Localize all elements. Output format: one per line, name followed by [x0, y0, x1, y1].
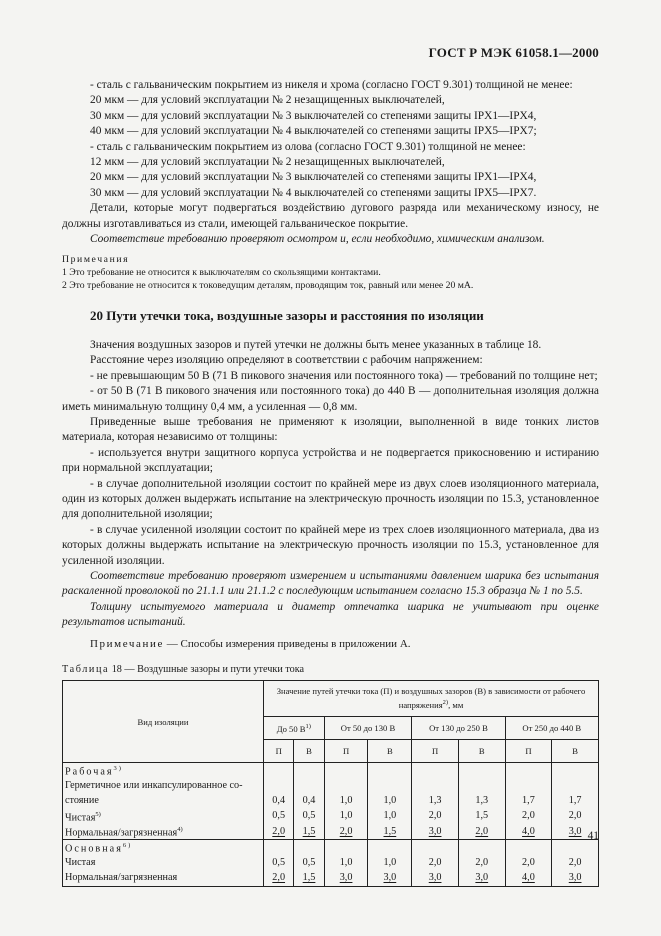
paragraph: 30 мкм — для условий эксплуатации № 3 выключателей со степенями защиты IPX1—IPX4, — [90, 109, 537, 122]
table-cell — [324, 779, 368, 794]
cell-value: 1,0 — [383, 810, 397, 822]
cell-value: 3,0 — [475, 872, 489, 884]
table-cell — [552, 779, 599, 794]
table-cell — [552, 809, 599, 824]
table-cell — [368, 779, 412, 794]
sub-column-header: П — [324, 740, 368, 763]
cell-value: 2,0 — [272, 872, 286, 884]
table-cell — [412, 840, 459, 856]
cell-value: 0,5 — [272, 810, 286, 822]
paragraph: Соответствие требованию проверяют осмотром и, если необходимо, химическим анализом. — [90, 233, 545, 246]
column-header-values: Значение путей утечки тока (П) и воздушных зазоров (В) в зависимости от рабочего напряжения$^{2)}$, мм — [264, 681, 599, 717]
cell-value: 1,0 — [339, 795, 353, 807]
cell-value: 2,0 — [475, 825, 489, 837]
cell-value: 1,3 — [428, 795, 442, 807]
table-cell — [552, 856, 599, 871]
table-cell — [412, 856, 459, 871]
table-cell — [505, 871, 552, 887]
table-cell — [294, 824, 324, 840]
cell-value: 1,0 — [383, 795, 397, 807]
table-cell — [505, 779, 552, 794]
table-cell — [458, 871, 505, 887]
table-cell — [294, 763, 324, 779]
cell-value: 0,5 — [302, 857, 316, 869]
cell-value: 3,0 — [428, 825, 442, 837]
paragraph: 40 мкм — для условий эксплуатации № 4 выключателей со степенями защиты IPX5—IPX7; — [90, 125, 537, 138]
cell-value: 2,0 — [568, 810, 582, 822]
table-cell — [368, 856, 412, 871]
table-cell — [412, 824, 459, 840]
voltage-range-header: От 130 до 250 В — [412, 717, 505, 740]
voltage-range-header: От 250 до 440 В — [505, 717, 598, 740]
table-cell — [324, 824, 368, 840]
cell-value: 2,0 — [568, 857, 582, 869]
cell-value: 2,0 — [272, 825, 286, 837]
table-cell — [458, 840, 505, 856]
paragraph: - в случае усиленной изоляции состоит по крайней мере из трех слоев изоляционного материала, два из которых должны выдержать испытание на электрическую прочность изоляции по 15.3, установленное для усиленной изоляции. — [62, 523, 599, 567]
paragraph: - сталь с гальваническим покрытием из никеля и хрома (согласно ГОСТ 9.301) толщиной не менее: — [90, 79, 573, 91]
footnote-ref: 1) — [305, 723, 311, 731]
cell-value: 3,0 — [568, 872, 582, 884]
paragraph: 30 мкм — для условий эксплуатации № 4 выключателей со степенями защиты IPX5—IPX7. — [90, 186, 537, 199]
notes-list — [62, 266, 599, 292]
insulation-kind-label: Нормальная/загрязненная$^{4)}$ — [63, 824, 264, 840]
voltage-range-header: До 50 $В^{1)}$ — [264, 717, 325, 740]
table-cell — [412, 809, 459, 824]
cell-value: 1,3 — [475, 795, 489, 807]
cell-value: 3,0 — [428, 872, 442, 884]
table-row — [63, 871, 599, 887]
table-cell — [458, 856, 505, 871]
cell-value: 2,0 — [522, 810, 535, 822]
table-row — [63, 794, 599, 809]
table-cell — [264, 871, 294, 887]
footnote-ref: 3) — [113, 765, 123, 773]
standard-code-header: ГОСТ Р МЭК 61058.1—2000 — [428, 45, 599, 60]
table-cell — [458, 809, 505, 824]
table-cell — [458, 824, 505, 840]
sub-column-header: П — [505, 740, 552, 763]
cell-value: 2,0 — [522, 857, 535, 869]
footnote-ref: 6) — [122, 842, 133, 850]
cell-value: 3,0 — [339, 872, 353, 884]
table-cell — [412, 794, 459, 809]
paragraph: 20 мкм — для условий эксплуатации № 3 выключателей со степенями защиты IPX1—IPX4, — [90, 171, 537, 184]
table-cell — [264, 824, 294, 840]
note-item: 2 Это требование не относится к токоведущим деталям, проводящим ток, равный или менее 20 мА. — [62, 280, 474, 292]
table-cell — [505, 794, 552, 809]
table-cell — [552, 871, 599, 887]
cell-value: 0,5 — [302, 810, 316, 822]
paragraph: - используется внутри защитного корпуса устройства и не подвергается прикосновению и истиранию при нормальной эксплуатации; — [62, 446, 599, 475]
measurement-note: Примечание — Способы измерения приведены в приложении А. — [90, 637, 411, 650]
paragraph: - сталь с гальваническим покрытием из олова (согласно ГОСТ 9.301) толщиной не менее: — [90, 140, 526, 153]
table-cell — [458, 794, 505, 809]
cell-value: 2,0 — [428, 857, 442, 869]
table-cell — [324, 840, 368, 856]
paragraph: - в случае дополнительной изоляции состоит по крайней мере из двух слоев изоляционного материала, один из которых должен выдержать испытание на электрическую прочность изоляции по 15.3, установленное для дополнительной изоляции; — [62, 477, 599, 521]
cell-value: 1,5 — [383, 825, 397, 837]
cell-value: 0,4 — [302, 795, 316, 807]
section-paragraphs — [62, 338, 599, 631]
table-cell — [505, 809, 552, 824]
table-cell — [368, 794, 412, 809]
paragraph: Приведенные выше требования не применяют к изоляции, выполненной в виде тонких листов материала, которая независимо от толщины: — [62, 415, 599, 444]
cell-value: 4,0 — [522, 872, 535, 884]
cell-value: 2,0 — [475, 857, 489, 869]
table-cell — [294, 871, 324, 887]
paragraph: 20 мкм — для условий эксплуатации № 2 незащищенных выключателей, — [90, 94, 445, 107]
cell-value: 1,5 — [302, 872, 316, 884]
table-cell — [324, 856, 368, 871]
footnote-ref: 2) — [442, 699, 449, 707]
table-cell — [368, 763, 412, 779]
sub-column-header: П — [412, 740, 459, 763]
cell-value: 1,7 — [522, 795, 535, 807]
clearance-table — [62, 680, 599, 886]
table-cell — [294, 779, 324, 794]
cell-value: 3,0 — [568, 825, 582, 837]
sub-column-header: В — [458, 740, 505, 763]
insulation-kind-label: Чистая — [63, 856, 264, 871]
table-cell — [324, 809, 368, 824]
table-cell — [324, 763, 368, 779]
page-number: 41 — [587, 830, 599, 842]
table-cell — [368, 840, 412, 856]
paragraph: Расстояние через изоляцию определяют в соответствии с рабочим напряжением: — [90, 354, 483, 367]
table-cell — [458, 763, 505, 779]
table-cell — [552, 840, 599, 856]
table-row — [63, 840, 599, 856]
table-cell — [324, 871, 368, 887]
notes-block — [62, 253, 599, 292]
table-cell — [505, 856, 552, 871]
insulation-kind-label: стояние — [63, 794, 264, 809]
cell-value: 2,0 — [339, 825, 353, 837]
table-cell — [264, 779, 294, 794]
table-row — [63, 779, 599, 794]
table-cell — [294, 794, 324, 809]
table-cell — [412, 779, 459, 794]
table-cell — [412, 763, 459, 779]
table-cell — [412, 871, 459, 887]
sub-column-header: П — [264, 740, 294, 763]
note-item: 1 Это требование не относится к выключателям со скользящими контактами. — [62, 267, 381, 279]
insulation-group-label: Основная$^{6)}$ — [63, 840, 264, 856]
paragraph: Значения воздушных зазоров и путей утечки не должны быть менее указанных в таблице 18. — [90, 338, 542, 351]
table-cell — [552, 794, 599, 809]
cell-value: 4,0 — [522, 825, 535, 837]
paragraph: - от 50 В (71 В пикового значения или постоянного тока) до 440 В — дополнительная изоляция должна иметь минимальную толщину 0,4 мм, а усиленная — 0,8 мм. — [62, 385, 599, 413]
table-cell — [264, 763, 294, 779]
cell-value: 1,5 — [302, 825, 316, 837]
table-header-row — [63, 681, 599, 717]
paragraph: Детали, которые могут подвергаться воздействию дугового разряда или механическому износу, не должны изготавливаться из стали, имеющей гальваническое покрытие. — [62, 202, 599, 230]
table-row — [63, 763, 599, 779]
cell-value: 1,0 — [339, 810, 353, 822]
insulation-kind-label: Чистая$^{5)}$ — [63, 809, 264, 824]
document-body — [62, 78, 599, 887]
sub-column-header: В — [552, 740, 599, 763]
table-cell — [505, 763, 552, 779]
table-cell — [264, 856, 294, 871]
paragraph: - не превышающим 50 В (71 В пикового значения или постоянного тока) — требований по толщине нет; — [90, 369, 598, 382]
insulation-group-label: Рабочая$^{3)}$ — [63, 763, 264, 779]
material-requirements — [62, 78, 599, 247]
table-row — [63, 824, 599, 840]
paragraph: Толщину испытуемого материала и диаметр отпечатка шарика не учитывают при оценке результатов испытаний. — [62, 600, 599, 629]
table-cell — [264, 840, 294, 856]
table-row — [63, 856, 599, 871]
sub-column-header: В — [294, 740, 324, 763]
cell-value: 0,5 — [272, 857, 286, 869]
notes-title: Примечания — [62, 254, 130, 266]
table-cell — [294, 809, 324, 824]
column-header-kind: Вид изоляции — [63, 681, 264, 763]
table-cell — [264, 794, 294, 809]
paragraph: 12 мкм — для условий эксплуатации № 2 незащищенных выключателей, — [90, 156, 445, 169]
table-cell — [294, 856, 324, 871]
table-caption: Таблица 18 — Воздушные зазоры и пути утечки тока — [62, 664, 305, 675]
cell-value: 1,7 — [568, 795, 582, 807]
table-cell — [324, 794, 368, 809]
voltage-range-header: От 50 до 130 В — [324, 717, 412, 740]
section-heading: 20 Пути утечки тока, воздушные зазоры и расстояния по изоляции — [90, 308, 484, 324]
paragraph: Соответствие требованию проверяют измерением и испытаниями давлением шарика без испытания раскаленной проволокой по 21.1.1 или 21.1.2 с последующим испытанием согласно 15.3 образца № 1 по 5.5. — [62, 569, 599, 598]
cell-value: 0,4 — [272, 795, 286, 807]
sub-column-header: В — [368, 740, 412, 763]
insulation-kind-label: Герметичное или инкапсулированное со- — [63, 779, 264, 794]
table-cell — [505, 840, 552, 856]
table-cell — [458, 779, 505, 794]
cell-value: 1,0 — [383, 857, 397, 869]
table-cell — [368, 809, 412, 824]
table-cell — [294, 840, 324, 856]
table-cell — [368, 871, 412, 887]
footnote-ref: 4) — [177, 826, 183, 834]
table-row — [63, 809, 599, 824]
table-cell — [505, 824, 552, 840]
cell-value: 2,0 — [428, 810, 442, 822]
insulation-kind-label: Нормальная/загрязненная — [63, 871, 264, 887]
footnote-ref: 5) — [95, 810, 101, 818]
table-cell — [552, 763, 599, 779]
cell-value: 1,0 — [339, 857, 353, 869]
table-cell — [264, 809, 294, 824]
cell-value: 1,5 — [475, 810, 489, 822]
table-cell — [368, 824, 412, 840]
cell-value: 3,0 — [383, 872, 397, 884]
